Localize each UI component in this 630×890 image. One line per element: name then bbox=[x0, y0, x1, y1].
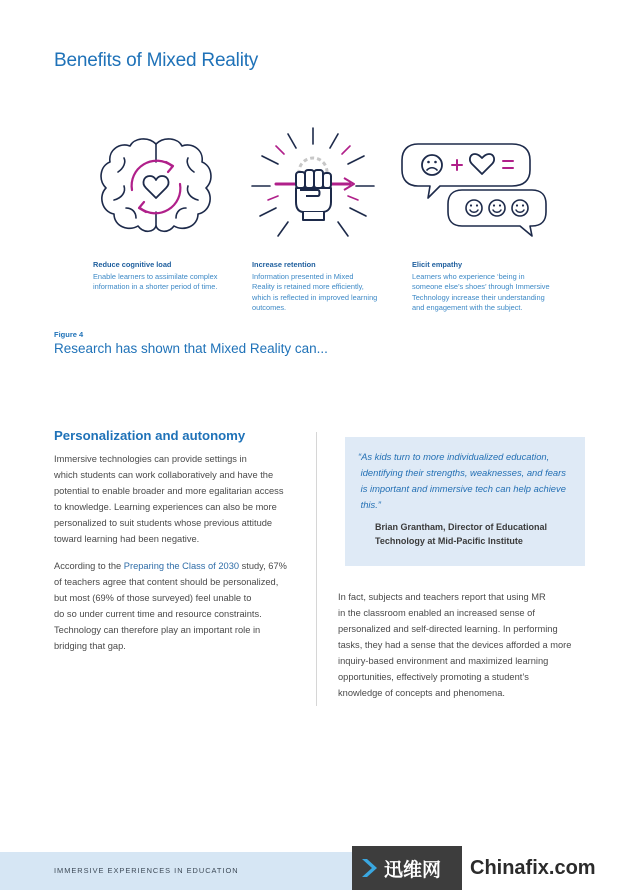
brain-heart-cycle-icon bbox=[96, 132, 218, 242]
chevron-right-icon bbox=[358, 857, 380, 879]
watermark bbox=[352, 846, 630, 890]
section-heading: Personalization and autonomy bbox=[54, 428, 246, 443]
watermark-en-text: Chinafix.com bbox=[470, 856, 596, 879]
figure-caption: Research has shown that Mixed Reality can... bbox=[54, 341, 328, 356]
benefit-elicit-empathy bbox=[412, 260, 562, 314]
benefit-heading: Elicit empathy bbox=[412, 260, 463, 269]
body-paragraph-2: According to the Preparing the Class of 2030 study, 67% of teachers agree that content should be personalized, but most (69% of those surveyed) feel unable to do so under current time and resource constraints. Technology can therefore play an important role in bridging that gap. bbox=[54, 561, 287, 651]
body-paragraph-3: In fact, subjects and teachers report that using MR in the classroom enabled an increased sense of personalized and self-directed learning. In performing tasks, they had a sense that the devices afforded a more inquiry-based environment and maximized learning opportunities, effectively promoting a student’s knowledge of concepts and phenomena. bbox=[338, 592, 572, 698]
study-link[interactable]: Preparing the Class of 2030 bbox=[123, 561, 240, 571]
benefit-description: Information presented in Mixed Reality is retained more efficiently, which is reflected in improved learning outcomes. bbox=[252, 272, 378, 313]
watermark-cn-block bbox=[352, 846, 462, 890]
column-divider bbox=[316, 432, 317, 706]
quote-text: “As kids turn to more individualized education, identifying their strengths, weaknesses, and fears is important and immersive tech can help achieve this.” bbox=[358, 451, 566, 510]
benefit-increase-retention bbox=[252, 260, 402, 314]
figure-label: Figure 4 bbox=[54, 330, 84, 339]
fist-burst-icon bbox=[248, 124, 378, 242]
benefit-reduce-cognitive-load bbox=[93, 260, 243, 293]
benefit-heading: Reduce cognitive load bbox=[93, 260, 172, 269]
quote-author: Brian Grantham, Director of Educational Technology at Mid-Pacific Institute bbox=[375, 522, 548, 546]
benefit-description: Enable learners to assimilate complex information in a shorter period of time. bbox=[93, 272, 218, 292]
footer-text: IMMERSIVE EXPERIENCES IN EDUCATION bbox=[54, 866, 239, 875]
benefit-description: Learners who experience ‘being in someone else’s shoes’ through Immersive Technology increase their understanding and engagement with the subject. bbox=[412, 272, 550, 313]
benefit-heading: Increase retention bbox=[252, 260, 316, 269]
page-title: Benefits of Mixed Reality bbox=[54, 50, 259, 71]
body-paragraph-1: Immersive technologies can provide settings in which students can work collaboratively and have the potential to enable broader and more egalitarian access to knowledge. Learning experiences can also be more personalized to suit students whose previous attitude toward learning had been negative. bbox=[54, 454, 284, 544]
empathy-speech-bubbles-icon bbox=[400, 140, 550, 240]
pull-quote bbox=[345, 437, 585, 566]
watermark-cn-text: 迅维网 bbox=[384, 859, 442, 881]
